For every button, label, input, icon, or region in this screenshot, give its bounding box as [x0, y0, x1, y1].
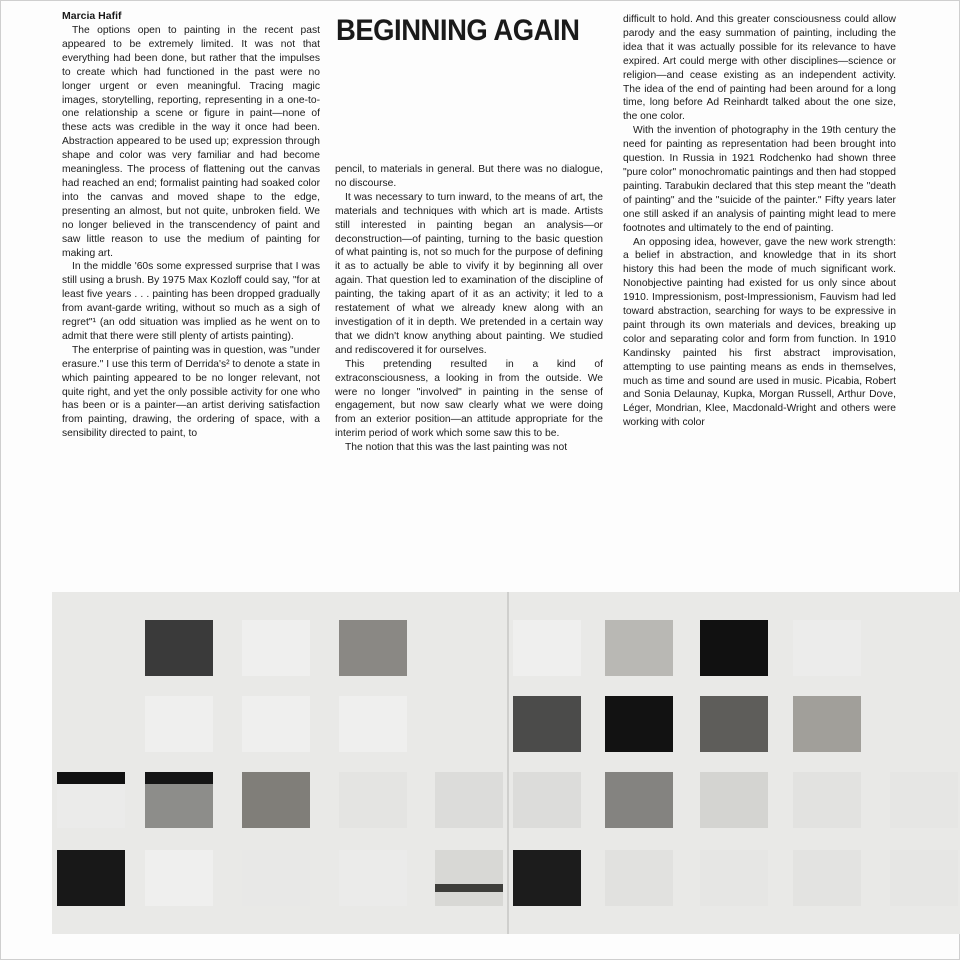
- painting-panel: [145, 620, 213, 676]
- painting-panel: [57, 850, 125, 906]
- painting-panel: [700, 772, 768, 828]
- painting-panel: [605, 620, 673, 676]
- painting-panel: [242, 696, 310, 752]
- paragraph: It was necessary to turn inward, to the means of art, the materials and techniques with which art is made. Artists still interested in painting began an analysis—or deconstruction—of painting, turning to the basic question of what painting is, not so much for the purpose of defining it as to actually be able to vivify it by beginning all over again. That question led to examination of the discipline of painting, the taking apart of it as an activity; it led to a restatement of what we already knew along with an investigation of it in depth. We pretended in a certain way that we didn't know anything about painting. We studied and rediscovered it for ourselves.: [335, 191, 603, 356]
- painting-panel: [793, 620, 861, 676]
- painting-panel: [513, 850, 581, 906]
- painted-band: [145, 772, 213, 784]
- wall-corner: [507, 592, 509, 934]
- painting-panel: [793, 850, 861, 906]
- paragraph: The notion that this was the last painting was not: [345, 442, 568, 454]
- text-column-3: [623, 13, 896, 430]
- painting-panel: [435, 850, 503, 906]
- paragraph: difficult to hold. And this greater consciousness could allow parody and the easy summation of painting, including the idea that it was actually possible for its relevance to have expired. Art could merge with other disciplines—science or religion—and cease existing as an independent activity. The idea of the end of painting had been around for a long time, long before Ad Reinhardt talked about the one size, the one color.: [623, 14, 896, 123]
- painting-panel: [605, 850, 673, 906]
- painting-panel: [339, 620, 407, 676]
- painting-panel: [890, 772, 958, 828]
- painting-panel: [793, 696, 861, 752]
- painting-panel: [57, 772, 125, 828]
- painting-panel: [513, 696, 581, 752]
- paragraph: pencil, to materials in general. But there was no dialogue, no discourse.: [335, 164, 603, 189]
- painting-panel: [242, 772, 310, 828]
- paragraph: The enterprise of painting was in question, was "under erasure." I use this term of Derrida's² to denote a state in which painting appeared to be no longer relevant, not quite right, and yet the only possible activity for one who has been or is a painter—an artist deriving satisfaction from painting, drawing, the ordering of space, with a sensibility directed to paint, to: [62, 344, 321, 440]
- painting-panel: [145, 850, 213, 906]
- painting-panel: [700, 620, 768, 676]
- paragraph: An opposing idea, however, gave the new work strength: a belief in abstraction, and knowledge that in its short history this had been the mode of much significant work. Nonobjective painting had existed for us only since about 1910. Impressionism, post-Impressionism, Fauvism had led toward abstraction, searching for ways to be expressive in paint through its own materials and devices, breaking up color and separating color and form from function. In 1910 Kandinsky painted his first abstract improvisation, attempting to use painting means as ends in themselves, much as time and sound are used in music. Picabia, Robert and Sonia Delaunay, Kupka, Morgan Russell, Arthur Dove, Léger, Mondrian, Klee, Macdonald-Wright and others were working with color: [623, 236, 896, 429]
- gallery-installation-photo: [52, 592, 960, 934]
- painting-panel: [242, 850, 310, 906]
- painting-panel: [793, 772, 861, 828]
- painting-panel: [700, 850, 768, 906]
- painting-panel: [700, 696, 768, 752]
- paragraph: With the invention of photography in the 19th century the need for painting as representation had been brought into question. In Russia in 1921 Rodchenko had shown three "pure color" monochromatic paintings and then had stopped painting. Tarabukin declared that this step meant the "death of painting" and the "suicide of the painter." Fifty years later one still asked if an analysis of painting might lead to mere footnotes and ultimately to the end of painting.: [623, 125, 896, 234]
- painting-panel: [513, 772, 581, 828]
- text-column-1: [62, 24, 320, 441]
- painting-panel: [339, 850, 407, 906]
- painting-panel: [890, 850, 958, 906]
- paragraph: In the middle '60s some expressed surprise that I was still using a brush. By 1975 Max Kozloff could say, "for at least five years . . . painting has been dropped gradually from avant-garde writing, without so much as a sigh of regret"¹ (an odd situation was implied as he went on to admit that there were still plenty of artists painting).: [62, 261, 320, 342]
- painting-panel: [145, 696, 213, 752]
- painting-panel: [605, 772, 673, 828]
- painting-panel: [435, 772, 503, 828]
- article-headline: BEGINNING AGAIN: [336, 14, 580, 47]
- painting-panel: [339, 772, 407, 828]
- paragraph: The options open to painting in the recent past appeared to be extremely limited. It was not that everything had been done, but rather that the impulses to create which had functioned in the past were no longer urgent or even meaningful. Tracing magic images, storytelling, reporting, representing in a one-to-one relationship a scene or figure in paint—none of these acts was credible in the way it once had been. Abstraction appeared to be used up; expression through shape and color was very familiar and had become meaningless. The process of flattening out the canvas had reached an end; formalist painting had soaked color into the canvas and moved shape to the edge, presenting an almost, but not quite, unbroken field. We no longer believed in the transcendency of paint and saw little reason to use the medium of painting for making art.: [62, 25, 320, 259]
- painting-panel: [513, 620, 581, 676]
- painting-panel: [145, 772, 213, 828]
- painting-panel: [605, 696, 673, 752]
- painted-band: [57, 772, 125, 784]
- painted-band: [435, 884, 503, 892]
- paragraph: This pretending resulted in a kind of extraconsciousness, a looking in from the outside. We were no longer "involved" in painting in the sense of engagement, but now saw clearly what we were doing from an exterior position—an attitude appropriate for the interim period of work which some saw this to be.: [335, 358, 603, 440]
- painting-panel: [242, 620, 310, 676]
- author-name: Marcia Hafif: [62, 10, 122, 22]
- text-column-2: [335, 163, 603, 455]
- painting-panel: [339, 696, 407, 752]
